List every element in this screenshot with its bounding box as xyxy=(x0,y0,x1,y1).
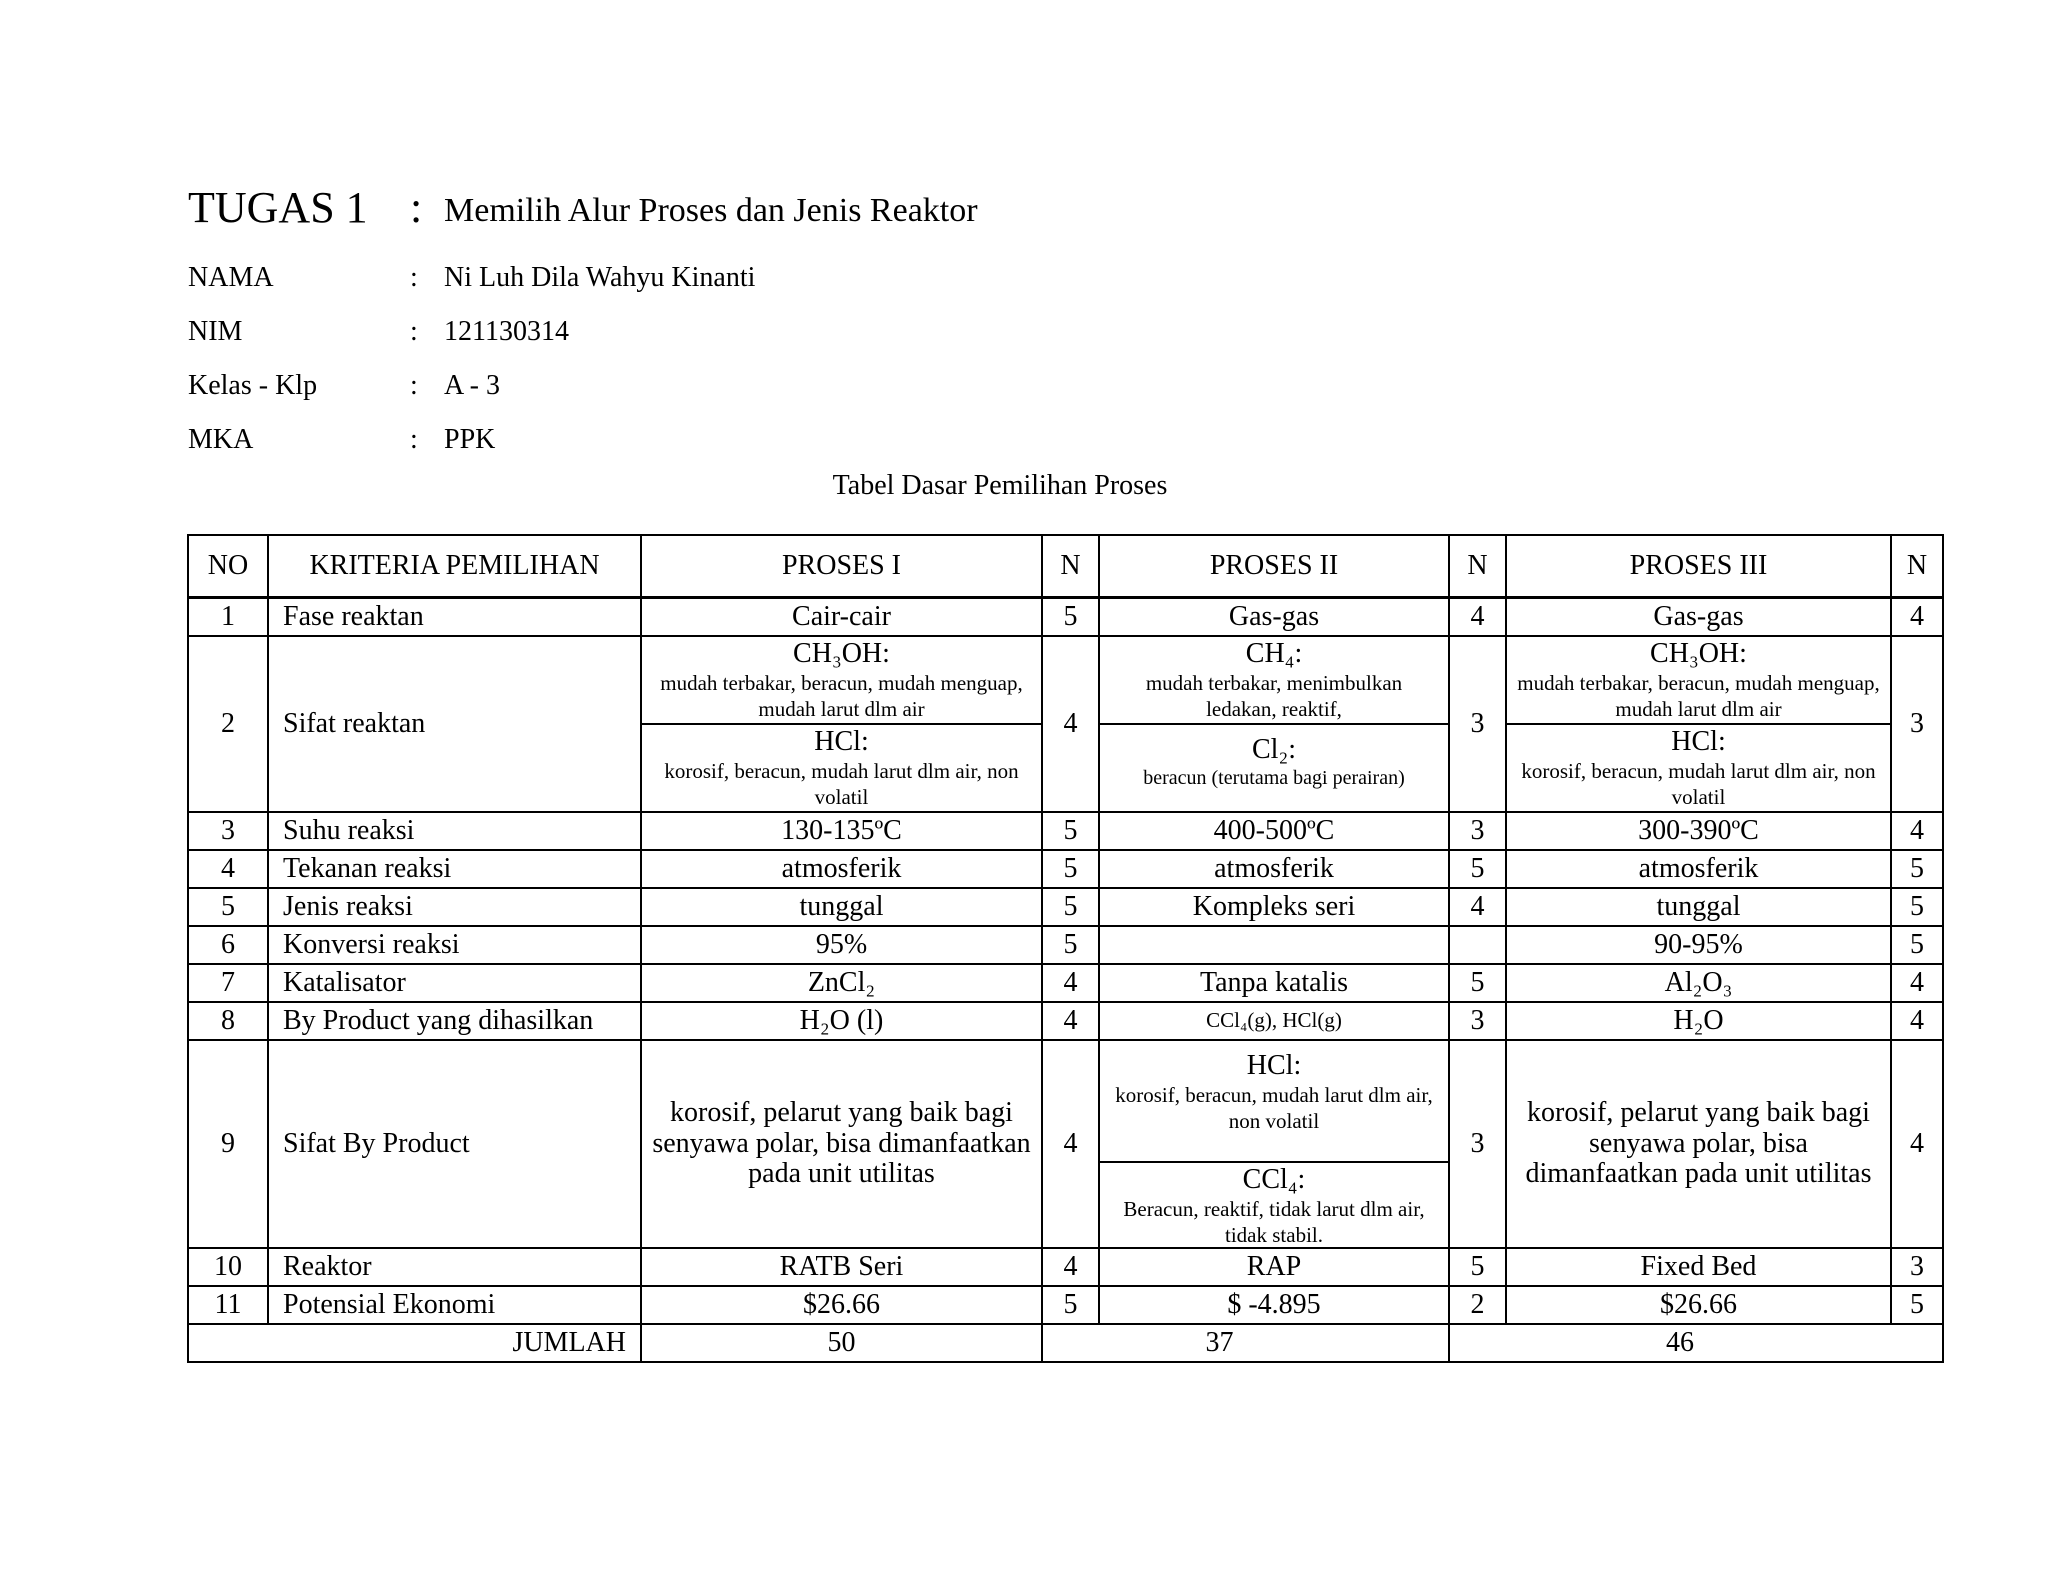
score-2-cell: 3 xyxy=(1449,1040,1506,1248)
table-row xyxy=(188,636,1943,812)
reactant-a-name: CH₄: xyxy=(1245,638,1303,669)
col-header-process-3: PROSES III xyxy=(1506,535,1891,598)
process-3-cell: Gas-gas xyxy=(1506,598,1891,637)
byproduct-b-props: Beracun, reaktif, tidak larut dlm air, tidak stabil. xyxy=(1123,1196,1425,1248)
score-2-cell: 4 xyxy=(1449,888,1506,926)
table-row xyxy=(188,926,1943,964)
row-number: 11 xyxy=(188,1286,268,1324)
process-3-cell: $26.66 xyxy=(1506,1286,1891,1324)
nim-label: NIM xyxy=(188,316,243,347)
process-2-cell: CCl₄(g), HCl(g) xyxy=(1099,1002,1449,1040)
row-number: 2 xyxy=(188,636,268,812)
score-2-cell: 3 xyxy=(1449,636,1506,812)
row-number: 4 xyxy=(188,850,268,888)
score-3-cell: 5 xyxy=(1891,888,1943,926)
criteria-cell: Jenis reaksi xyxy=(268,888,641,926)
col-header-process-1: PROSES I xyxy=(641,535,1042,598)
reactant-a xyxy=(1507,637,1890,723)
process-1-cell xyxy=(641,636,1042,812)
reactant-b-props: korosif, beracun, mudah larut dlm air, non volatil xyxy=(664,758,1019,810)
nim-colon: : xyxy=(410,316,418,347)
process-1-cell: atmosferik xyxy=(641,850,1042,888)
score-2-cell: 5 xyxy=(1449,850,1506,888)
score-2-cell xyxy=(1449,926,1506,964)
process-1-cell: 130-135ºC xyxy=(641,812,1042,850)
class-value: A - 3 xyxy=(444,370,500,401)
mka-value: PPK xyxy=(444,424,496,455)
criteria-cell: Tekanan reaksi xyxy=(268,850,641,888)
byproduct-b xyxy=(1100,1161,1448,1247)
criteria-cell: Sifat reaktan xyxy=(268,636,641,812)
table-row xyxy=(188,598,1943,637)
table-row xyxy=(188,812,1943,850)
score-2-cell: 5 xyxy=(1449,964,1506,1002)
name-value: Ni Luh Dila Wahyu Kinanti xyxy=(444,262,756,293)
score-1-cell: 5 xyxy=(1042,812,1099,850)
score-1-cell: 5 xyxy=(1042,1286,1099,1324)
process-selection-table xyxy=(187,534,1944,1363)
process-2-cell xyxy=(1099,926,1449,964)
score-1-cell: 5 xyxy=(1042,850,1099,888)
process-1-cell: korosif, pelarut yang baik bagi senyawa polar, bisa dimanfaatkan pada unit utilitas xyxy=(641,1040,1042,1248)
criteria-cell: Sifat By Product xyxy=(268,1040,641,1248)
row-number: 6 xyxy=(188,926,268,964)
reactant-a-name: CH₃OH: xyxy=(1650,638,1747,669)
reactant-b-props: korosif, beracun, mudah larut dlm air, non volatil xyxy=(1521,758,1876,810)
score-2-cell: 2 xyxy=(1449,1286,1506,1324)
col-header-no: NO xyxy=(188,535,268,598)
process-2-cell: $ -4.895 xyxy=(1099,1286,1449,1324)
score-3-cell: 3 xyxy=(1891,1248,1943,1286)
reactant-b xyxy=(642,723,1041,811)
total-process-2: 37 xyxy=(1042,1324,1449,1362)
score-2-cell: 3 xyxy=(1449,812,1506,850)
score-3-cell: 5 xyxy=(1891,926,1943,964)
mka-colon: : xyxy=(410,424,418,455)
process-3-cell: tunggal xyxy=(1506,888,1891,926)
byproduct-a-props: korosif, beracun, mudah larut dlm air, non volatil xyxy=(1115,1082,1433,1134)
assignment-title: Memilih Alur Proses dan Jenis Reaktor xyxy=(444,192,978,229)
score-1-cell: 4 xyxy=(1042,1002,1099,1040)
byproduct-a xyxy=(1100,1041,1448,1161)
name-colon: : xyxy=(410,262,418,293)
class-label: Kelas - Klp xyxy=(188,370,318,401)
col-header-process-2: PROSES II xyxy=(1099,535,1449,598)
score-1-cell: 5 xyxy=(1042,926,1099,964)
score-3-cell: 4 xyxy=(1891,964,1943,1002)
process-1-cell: 95% xyxy=(641,926,1042,964)
process-1-cell: H₂O (l) xyxy=(641,1002,1042,1040)
table-row xyxy=(188,1002,1943,1040)
reactant-b-props: beracun (terutama bagi perairan) xyxy=(1143,766,1405,789)
reactant-a-props: mudah terbakar, beracun, mudah menguap, mudah larut dlm air xyxy=(660,670,1023,722)
table-row xyxy=(188,1040,1943,1248)
process-1-cell: tunggal xyxy=(641,888,1042,926)
nim-value: 121130314 xyxy=(444,316,569,347)
score-3-cell: 3 xyxy=(1891,636,1943,812)
row-number: 10 xyxy=(188,1248,268,1286)
total-label: JUMLAH xyxy=(188,1324,641,1362)
score-1-cell: 4 xyxy=(1042,1040,1099,1248)
total-process-3: 46 xyxy=(1449,1324,1943,1362)
reactant-a-props: mudah terbakar, menimbulkan ledakan, reaktif, xyxy=(1145,670,1403,722)
score-1-cell: 4 xyxy=(1042,1248,1099,1286)
row-number: 1 xyxy=(188,598,268,637)
table-header-row xyxy=(188,535,1943,598)
score-3-cell: 4 xyxy=(1891,812,1943,850)
row-number: 8 xyxy=(188,1002,268,1040)
score-3-cell: 5 xyxy=(1891,1286,1943,1324)
score-3-cell: 4 xyxy=(1891,1002,1943,1040)
table-row xyxy=(188,888,1943,926)
mka-label: MKA xyxy=(188,424,254,455)
reactant-b xyxy=(1507,723,1890,811)
row-number: 3 xyxy=(188,812,268,850)
process-3-cell: 300-390ºC xyxy=(1506,812,1891,850)
col-header-n3: N xyxy=(1891,535,1943,598)
criteria-cell: By Product yang dihasilkan xyxy=(268,1002,641,1040)
reactant-a xyxy=(642,637,1041,723)
table-row xyxy=(188,1286,1943,1324)
table-caption: Tabel Dasar Pemilihan Proses xyxy=(832,470,1168,501)
col-header-n2: N xyxy=(1449,535,1506,598)
criteria-cell: Suhu reaksi xyxy=(268,812,641,850)
process-3-cell: atmosferik xyxy=(1506,850,1891,888)
score-3-cell: 4 xyxy=(1891,598,1943,637)
process-2-cell: 400-500ºC xyxy=(1099,812,1449,850)
process-1-cell: $26.66 xyxy=(641,1286,1042,1324)
criteria-cell: Reaktor xyxy=(268,1248,641,1286)
score-3-cell: 5 xyxy=(1891,850,1943,888)
byproduct-a-name: HCl: xyxy=(1246,1050,1302,1081)
score-2-cell: 4 xyxy=(1449,598,1506,637)
score-2-cell: 3 xyxy=(1449,1002,1506,1040)
total-process-1: 50 xyxy=(641,1324,1042,1362)
score-3-cell: 4 xyxy=(1891,1040,1943,1248)
reactant-a xyxy=(1100,637,1448,723)
process-2-cell: RAP xyxy=(1099,1248,1449,1286)
criteria-cell: Fase reaktan xyxy=(268,598,641,637)
process-2-cell: Gas-gas xyxy=(1099,598,1449,637)
table-row xyxy=(188,850,1943,888)
process-2-cell: Kompleks seri xyxy=(1099,888,1449,926)
title-colon: : xyxy=(410,183,423,232)
criteria-cell: Konversi reaksi xyxy=(268,926,641,964)
table-row xyxy=(188,964,1943,1002)
score-2-cell: 5 xyxy=(1449,1248,1506,1286)
reactant-b-name: HCl: xyxy=(1671,726,1726,757)
col-header-criteria: KRITERIA PEMILIHAN xyxy=(268,535,641,598)
process-1-cell: ZnCl₂ xyxy=(641,964,1042,1002)
reactant-b-name: Cl₂: xyxy=(1252,734,1296,765)
process-2-cell xyxy=(1099,636,1449,812)
assignment-label: TUGAS 1 xyxy=(188,183,368,232)
class-colon: : xyxy=(410,370,418,401)
process-3-cell: H₂O xyxy=(1506,1002,1891,1040)
score-1-cell: 4 xyxy=(1042,636,1099,812)
process-1-cell: RATB Seri xyxy=(641,1248,1042,1286)
process-3-cell: korosif, pelarut yang baik bagi senyawa polar, bisa dimanfaatkan pada unit utilitas xyxy=(1506,1040,1891,1248)
score-1-cell: 5 xyxy=(1042,598,1099,637)
row-number: 7 xyxy=(188,964,268,1002)
table-row xyxy=(188,1248,1943,1286)
score-1-cell: 4 xyxy=(1042,964,1099,1002)
process-3-cell: Fixed Bed xyxy=(1506,1248,1891,1286)
score-1-cell: 5 xyxy=(1042,888,1099,926)
byproduct-b-name: CCl₄: xyxy=(1242,1164,1306,1195)
reactant-a-name: CH₃OH: xyxy=(793,638,890,669)
total-row xyxy=(188,1324,1943,1362)
process-2-cell xyxy=(1099,1040,1449,1248)
reactant-b xyxy=(1100,723,1448,811)
process-1-cell: Cair-cair xyxy=(641,598,1042,637)
name-label: NAMA xyxy=(188,262,274,293)
row-number: 9 xyxy=(188,1040,268,1248)
reactant-a-props: mudah terbakar, beracun, mudah menguap, mudah larut dlm air xyxy=(1517,670,1880,722)
process-3-cell xyxy=(1506,636,1891,812)
process-2-cell: Tanpa katalis xyxy=(1099,964,1449,1002)
process-3-cell: 90-95% xyxy=(1506,926,1891,964)
reactant-b-name: HCl: xyxy=(814,726,869,757)
process-2-cell: atmosferik xyxy=(1099,850,1449,888)
process-3-cell: Al₂O₃ xyxy=(1506,964,1891,1002)
col-header-n1: N xyxy=(1042,535,1099,598)
criteria-cell: Katalisator xyxy=(268,964,641,1002)
criteria-cell: Potensial Ekonomi xyxy=(268,1286,641,1324)
row-number: 5 xyxy=(188,888,268,926)
